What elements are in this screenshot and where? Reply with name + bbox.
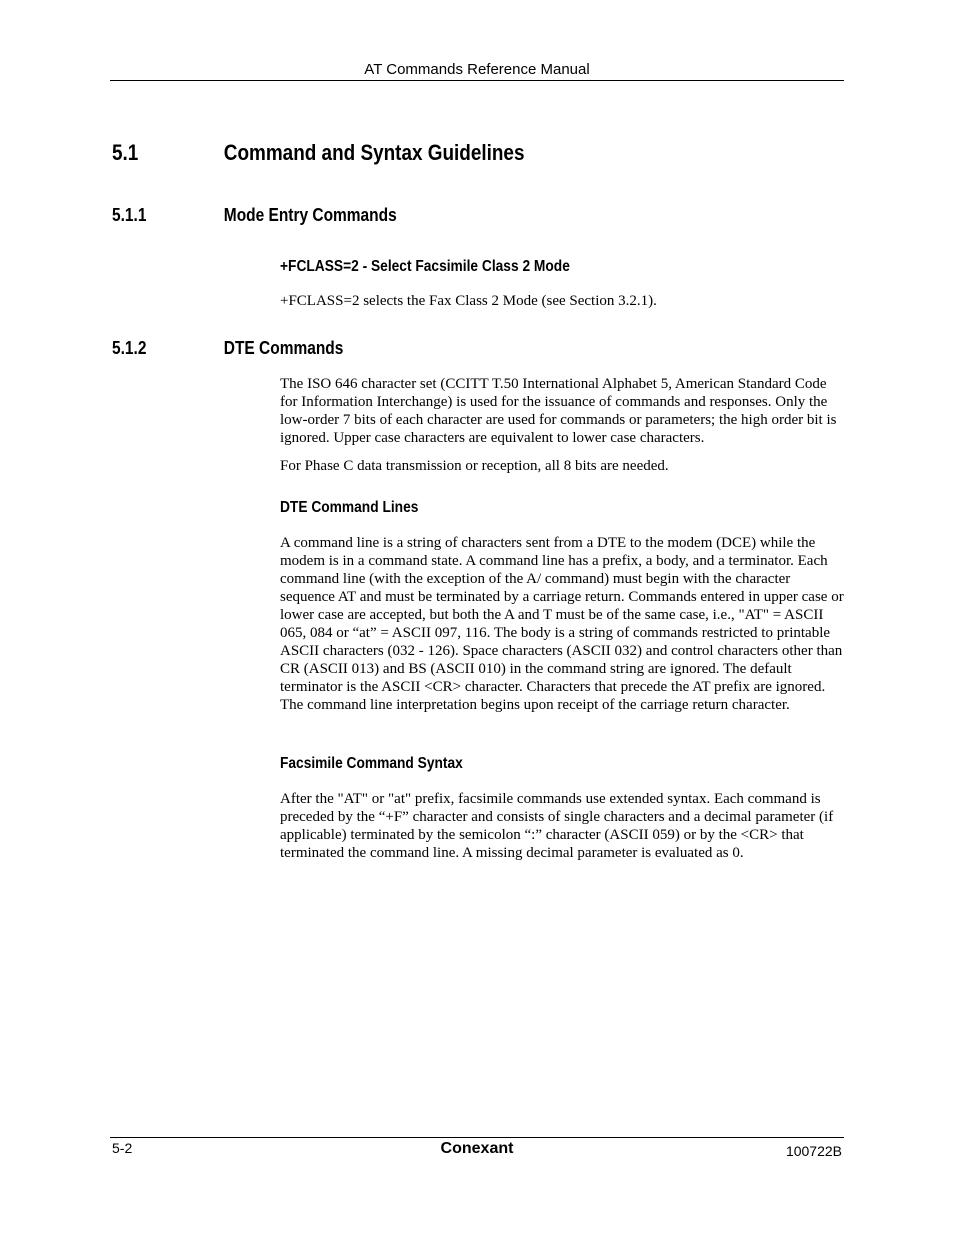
dte-command-lines-paragraph: A command line is a string of characters sent from a DTE to the modem (DCE) while the modem is in a command state. A command line has a prefix, a body, and a terminator. Each command line (with the exception of the A/ command) must begin with the character sequence AT and must be terminated by a carriage return. Commands entered in upper case or lower case are accepted, but both the A and T must be of the same case, i.e., "AT" = ASCII 065, 084 or “at” = ASCII 097, 116. The body is a string of commands restricted to printable ASCII characters (032 - 126). Space characters (ASCII 032) and control characters other than CR (ASCII 013) and BS (ASCII 010) in the command string are ignored. The default terminator is the ASCII <CR> character. Characters that precede the AT prefix are ignored. The command line interpretation begins upon receipt of the carriage return character. [280,535,844,713]
facsimile-syntax-heading: Facsimile Command Syntax [280,755,463,772]
section-title: Command and Syntax Guidelines [223,140,525,165]
section-heading-5-1-1 [112,204,397,226]
document-number: 100722B [785,1143,842,1159]
facsimile-syntax-paragraph: After the "AT" or "at" prefix, facsimile commands use extended syntax. Each command is preceded by the “+F” character and consists of single characters and a decimal parameter (if applicable) terminated by the semicolon “:” character (ASCII 059) or by the <CR> that terminated the command line. A missing decimal parameter is evaluated as 0. [280,791,834,861]
section-number: 5.1.1 [112,205,147,225]
footer-rule [110,1137,844,1138]
section-title: DTE Commands [223,338,344,358]
iso646-paragraph: The ISO 646 character set (CCITT T.50 International Alphabet 5, American Standard Code for Information Interchange) is used for the issuance of commands and responses. Only the low-order 7 bits of each character are used for commands or parameters; the high order bit is ignored. Upper case characters are equivalent to lower case characters. [280,376,837,446]
header-rule [110,80,844,81]
company-name: Conexant [440,1140,514,1157]
running-header: AT Commands Reference Manual [364,61,590,78]
fclass-paragraph: +FCLASS=2 selects the Fax Class 2 Mode (see Section 3.2.1). [280,293,657,309]
section-number: 5.1.2 [112,338,147,358]
page-number: 5-2 [112,1140,133,1156]
section-number: 5.1 [112,140,139,165]
fclass-subheading: +FCLASS=2 - Select Facsimile Class 2 Mode [280,258,570,275]
section-title: Mode Entry Commands [223,205,397,225]
section-heading-5-1 [112,140,524,166]
section-heading-5-1-2 [112,337,343,359]
phase-c-paragraph: For Phase C data transmission or reception, all 8 bits are needed. [280,458,669,474]
dte-command-lines-heading: DTE Command Lines [280,499,419,516]
